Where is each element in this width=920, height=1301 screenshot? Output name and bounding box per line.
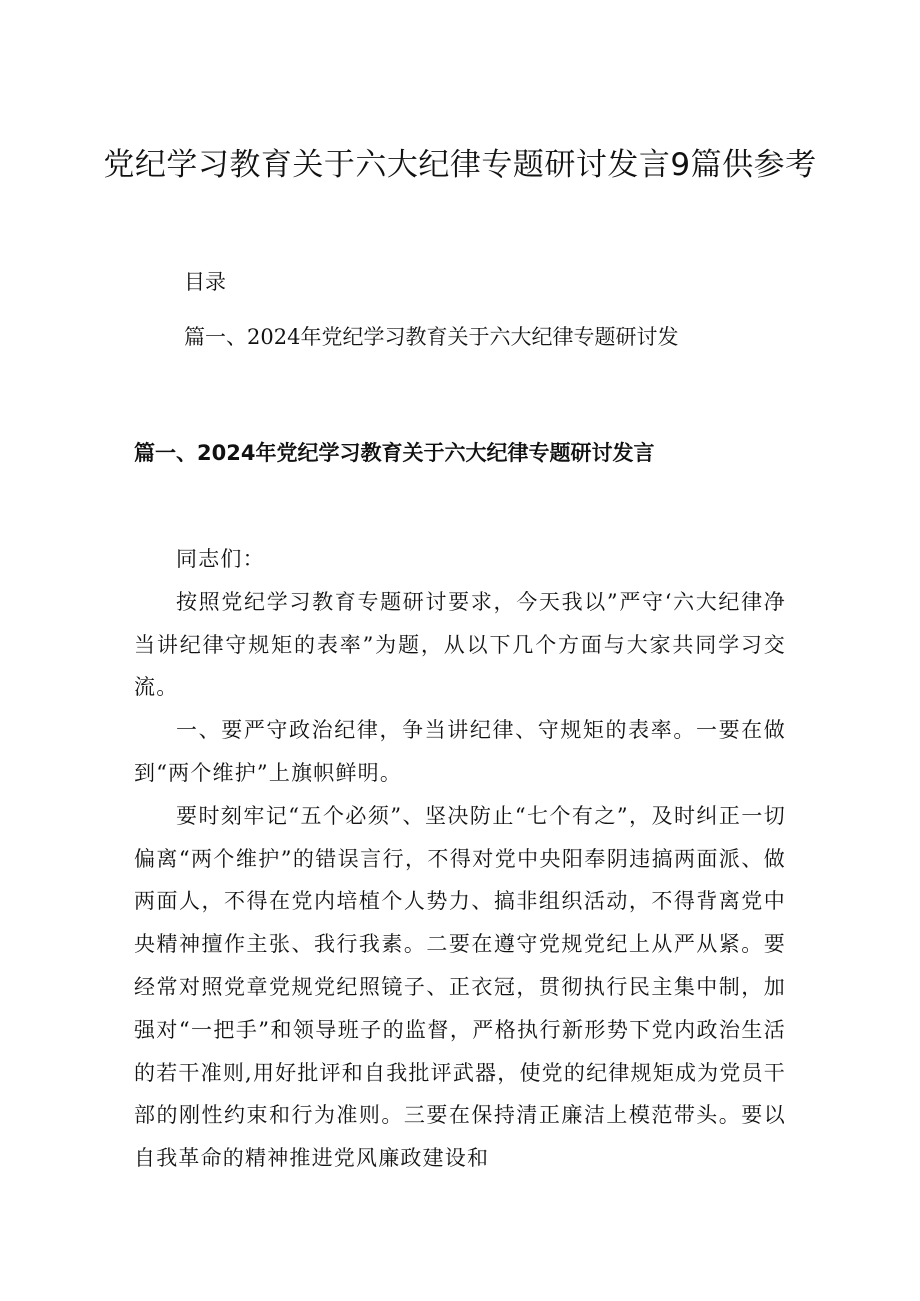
section-heading: 篇一、2024年党纪学习教育关于六大纪律专题研讨发言 [134, 441, 655, 465]
document-title: 党纪学习教育关于六大纪律专题研讨发言9篇供参考 [103, 147, 817, 183]
paragraph-details: 要时刻牢记“五个必须”、坚决防止“七个有之”，及时纠正一切偏离“两个维护”的错误言行，不得对党中央阳奉阴违搞两面派、做两面人，不得在党内培植个人势力、搞非组织活动，不得背离党中央精神擅作主张、我行我素。二要在遵守党规党纪上从严从紧。要经常对照党章党规党纪照镜子、正衣冠，贯彻执行民主集中制，加强对“一把手”和领导班子的监督，严格执行新形势下党内政治生活的若干准则,用好批评和自我批评武器，使党的纪律规矩成为党员干部的刚性约束和行为准则。三要在保持清正廉洁上模范带头。要以自我革命的精神推进党风廉政建设和 [134, 803, 786, 1171]
toc-item-1[interactable]: 篇一、2024年党纪学习教育关于六大纪律专题研讨发 [184, 325, 679, 349]
paragraph-salutation: 同志们： [176, 547, 265, 571]
section-body [134, 538, 786, 1180]
toc-label: 目录 [184, 270, 226, 294]
paragraph-point-one: 一、要严守政治纪律，争当讲纪律、守规矩的表率。一要在做到“两个维护”上旗帜鲜明。 [134, 718, 786, 785]
paragraph-intro: 按照党纪学习教育专题研讨要求，今天我以”严守‘六大纪律净当讲纪律守规矩的表率”为题，从以下几个方面与大家共同学习交流。 [134, 589, 786, 700]
